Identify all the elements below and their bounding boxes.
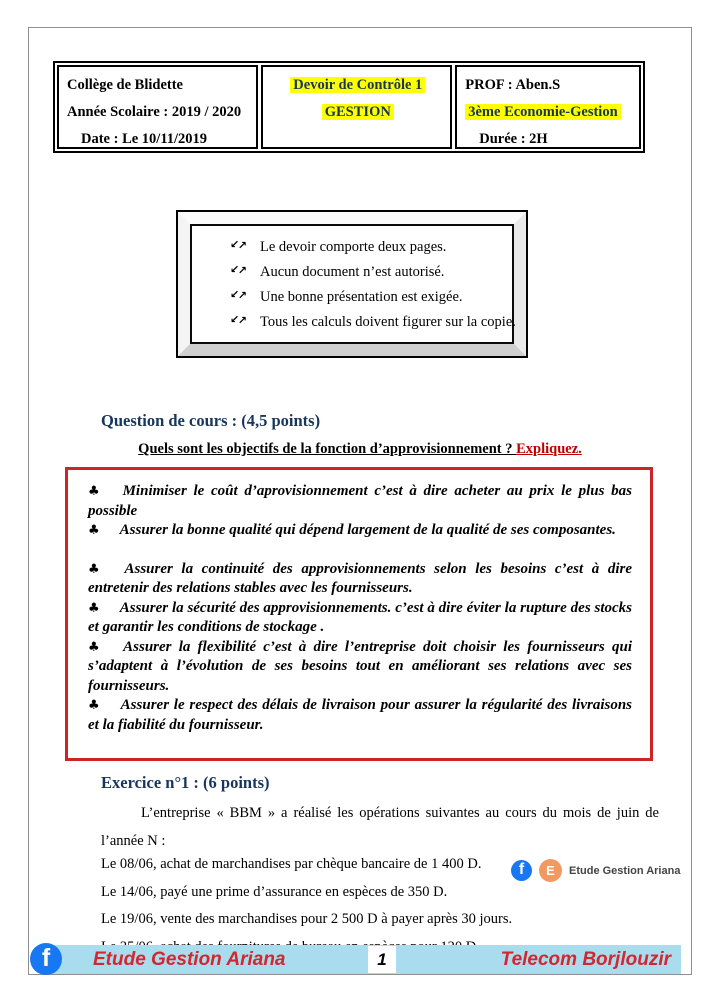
question-prompt-emphasis: Expliquez. <box>516 441 582 457</box>
footer-brand-right: Telecom Borjlouzir <box>500 948 671 970</box>
footer-bar <box>47 945 681 974</box>
question-prompt-text: Quels sont les objectifs de la fonction d’approvisionnement ? <box>138 441 517 457</box>
instruction-item: ↗ ↙ Une bonne présentation est exigée. <box>230 288 463 305</box>
document-page <box>28 27 692 975</box>
exam-title: Devoir de Contrôle 1 <box>290 77 425 93</box>
instruction-item: ↗ ↙ Le devoir comporte deux pages. <box>230 238 447 255</box>
club-bullet-icon: ♣ <box>88 600 100 616</box>
prof-name: PROF : Aben.S <box>465 77 561 93</box>
answer-item: ♣ Minimiser le coût d’aprovisionnement c’est à dire acheter au prix le plus bas possible <box>88 483 632 519</box>
club-bullet-icon: ♣ <box>88 639 104 655</box>
club-bullet-icon: ♣ <box>88 561 105 577</box>
watermark-label: Etude Gestion Ariana <box>569 864 681 877</box>
header-cell-prof <box>455 65 641 149</box>
facebook-icon: f <box>511 860 532 881</box>
header-cell-school <box>57 65 258 149</box>
exam-subject: GESTION <box>322 104 394 120</box>
club-bullet-icon: ♣ <box>88 523 100 538</box>
instruction-item: ↗ ↙ Tous les calculs doivent figurer sur la copie. <box>230 313 516 330</box>
instructions-frame-bevel <box>178 212 526 356</box>
diagonal-arrows-icon: ↗ ↙ <box>230 263 247 277</box>
watermark <box>511 859 680 882</box>
club-bullet-icon: ♣ <box>88 484 103 499</box>
header-cell-title <box>261 65 452 149</box>
operation-line: Le 08/06, achat de marchandises par chèque bancaire de 1 400 D. <box>101 856 482 872</box>
club-bullet-icon: ♣ <box>88 698 101 713</box>
instructions-frame <box>176 210 528 358</box>
page-number: 1 <box>368 946 396 973</box>
diagonal-arrows-icon: ↗ ↙ <box>230 238 247 252</box>
answer-item: ♣ Assurer le respect des délais de livraison pour assurer la régularité des livraisons et la fiabilité du fournisseur. <box>88 697 632 733</box>
answer-item: ♣ Assurer la bonne qualité qui dépend largement de la qualité de ses composantes. <box>88 522 616 538</box>
answer-item: ♣ Assurer la continuité des approvisionnements selon les besoins c’est à dire entretenir des relations stables avec les fournisseurs. <box>88 560 633 596</box>
facebook-icon: f <box>30 943 62 975</box>
answers-box <box>65 467 653 761</box>
operation-line: Le 19/06, vente des marchandises pour 2 500 D à payer après 30 jours. <box>101 911 513 927</box>
class-level: 3ème Economie-Gestion <box>465 104 620 120</box>
exercise-section-title: Exercice n°1 : (6 points) <box>101 773 270 792</box>
answer-item: ♣ Assurer la flexibilité c’est à dire l’entreprise doit choisir les fournisseurs qui s’adaptent à l’évolution de ses besoins tout en améliorant ses relations avec ses fournisseurs. <box>88 638 632 694</box>
footer-brand-left: Etude Gestion Ariana <box>93 948 286 970</box>
diagonal-arrows-icon: ↗ ↙ <box>230 288 247 302</box>
e-badge-icon: E <box>539 859 562 882</box>
answer-item: ♣ Assurer la sécurité des approvisionnements. c’est à dire éviter la rupture des stocks et garantir les conditions de stockage . <box>88 599 633 635</box>
question-prompt <box>29 441 691 458</box>
operation-line: Le 14/06, payé une prime d’assurance en espèces de 350 D. <box>101 883 448 900</box>
exam-duration: Durée : 2H <box>479 131 548 147</box>
exercise-intro: L’entreprise « BBM » a réalisé les opérations suivantes au cours du mois de juin de l’année N : <box>101 805 659 849</box>
instruction-item: ↗ ↙ Aucun document n’est autorisé. <box>230 263 445 280</box>
diagonal-arrows-icon: ↗ ↙ <box>230 313 247 327</box>
school-name: Collège de Blidette <box>67 77 183 93</box>
exam-date: Date : Le 10/11/2019 <box>81 131 208 147</box>
question-section-title: Question de cours : (4,5 points) <box>101 411 321 430</box>
school-year: Année Scolaire : 2019 / 2020 <box>67 104 242 120</box>
header-table <box>53 61 645 153</box>
instructions-list <box>190 224 514 344</box>
